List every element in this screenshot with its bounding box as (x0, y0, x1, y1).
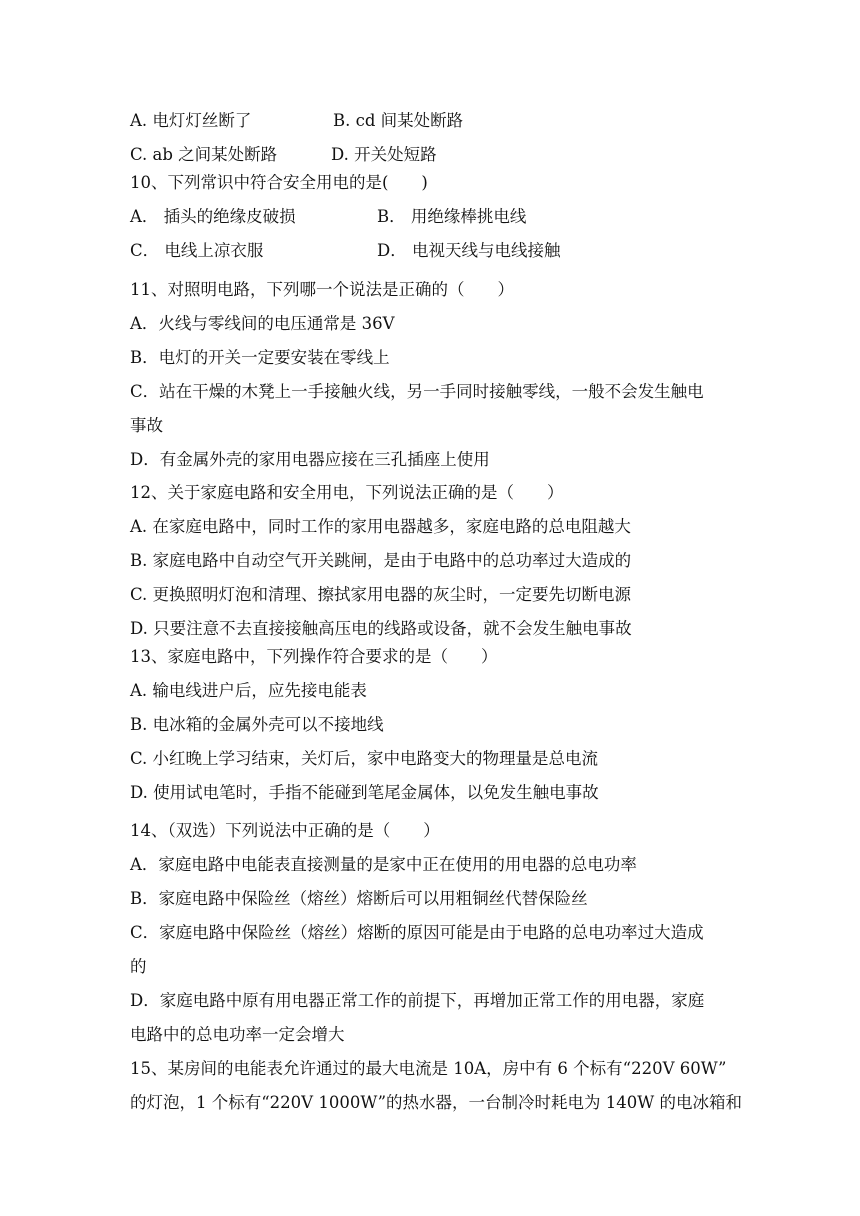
q12-option-b: B. 家庭电路中自动空气开关跳闸，是由于电路中的总功率过大造成的 (130, 551, 632, 570)
q14-option-a: A．家庭电路中电能表直接测量的是家中正在使用的用电器的总电功率 (130, 855, 637, 874)
q13-option-d: D. 使用试电笔时，手指不能碰到笔尾金属体，以免发生触电事故 (130, 783, 599, 802)
q9-option-c: C. ab 之间某处断路 (130, 145, 278, 164)
q9-option-d: D. 开关处短路 (331, 145, 437, 164)
q15-stem-line1: 15、某房间的电能表允许通过的最大电流是 10A，房中有 6 个标有“220V 60W” (130, 1059, 727, 1078)
q14-option-c-line2: 的 (130, 957, 147, 976)
q10-option-c: C． 电线上凉衣服 (130, 241, 264, 260)
q10-option-d: D． 电视天线与电线接触 (377, 241, 561, 260)
q12-option-a: A. 在家庭电路中，同时工作的家用电器越多，家庭电路的总电阻越大 (130, 517, 631, 536)
q13-option-b: B. 电冰箱的金属外壳可以不接地线 (130, 715, 384, 734)
q14-option-b: B．家庭电路中保险丝（熔丝）熔断后可以用粗铜丝代替保险丝 (130, 889, 588, 908)
q10-stem: 10、下列常识中符合安全用电的是( ) (130, 173, 428, 192)
q11-stem: 11、对照明电路，下列哪一个说法是正确的（ ） (130, 280, 514, 299)
q12-option-c: C. 更换照明灯泡和清理、擦拭家用电器的灰尘时，一定要先切断电源 (130, 585, 632, 604)
q11-option-a: A．火线与零线间的电压通常是 36V (130, 314, 395, 333)
q10-option-a: A． 插头的绝缘皮破损 (130, 207, 296, 226)
q13-option-c: C. 小红晚上学习结束，关灯后，家中电路变大的物理量是总电流 (130, 749, 599, 768)
q14-option-d-line2: 电路中的总电功率一定会增大 (130, 1025, 345, 1044)
q11-option-c-line1: C．站在干燥的木凳上一手接触火线，另一手同时接触零线，一般不会发生触电 (130, 382, 704, 401)
q15-stem-line2: 的灯泡，1 个标有“220V 1000W”的热水器，一台制冷时耗电为 140W 的电冰箱和 (130, 1093, 742, 1112)
q11-option-d: D．有金属外壳的家用电器应接在三孔插座上使用 (130, 450, 490, 469)
q11-option-c-line2: 事故 (130, 416, 163, 435)
q14-option-d-line1: D．家庭电路中原有用电器正常工作的前提下，再增加正常工作的用电器，家庭 (130, 991, 705, 1010)
q14-stem: 14、（双选）下列说法中正确的是（ ） (130, 821, 440, 840)
q14-option-c-line1: C．家庭电路中保险丝（熔丝）熔断的原因可能是由于电路的总电功率过大造成 (130, 923, 704, 942)
q12-option-d: D. 只要注意不去直接接触高压电的线路或设备，就不会发生触电事故 (130, 619, 632, 638)
q13-stem: 13、家庭电路中，下列操作符合要求的是（ ） (130, 647, 498, 666)
q9-option-a: A. 电灯灯丝断了 (130, 111, 252, 130)
q12-stem: 12、关于家庭电路和安全用电，下列说法正确的是（ ） (130, 483, 564, 502)
q9-option-b: B. cd 间某处断路 (333, 111, 464, 130)
q10-option-b: B． 用绝缘棒挑电线 (377, 207, 527, 226)
q13-option-a: A. 输电线进户后，应先接电能表 (130, 681, 367, 700)
q11-option-b: B．电灯的开关一定要安装在零线上 (130, 348, 390, 367)
